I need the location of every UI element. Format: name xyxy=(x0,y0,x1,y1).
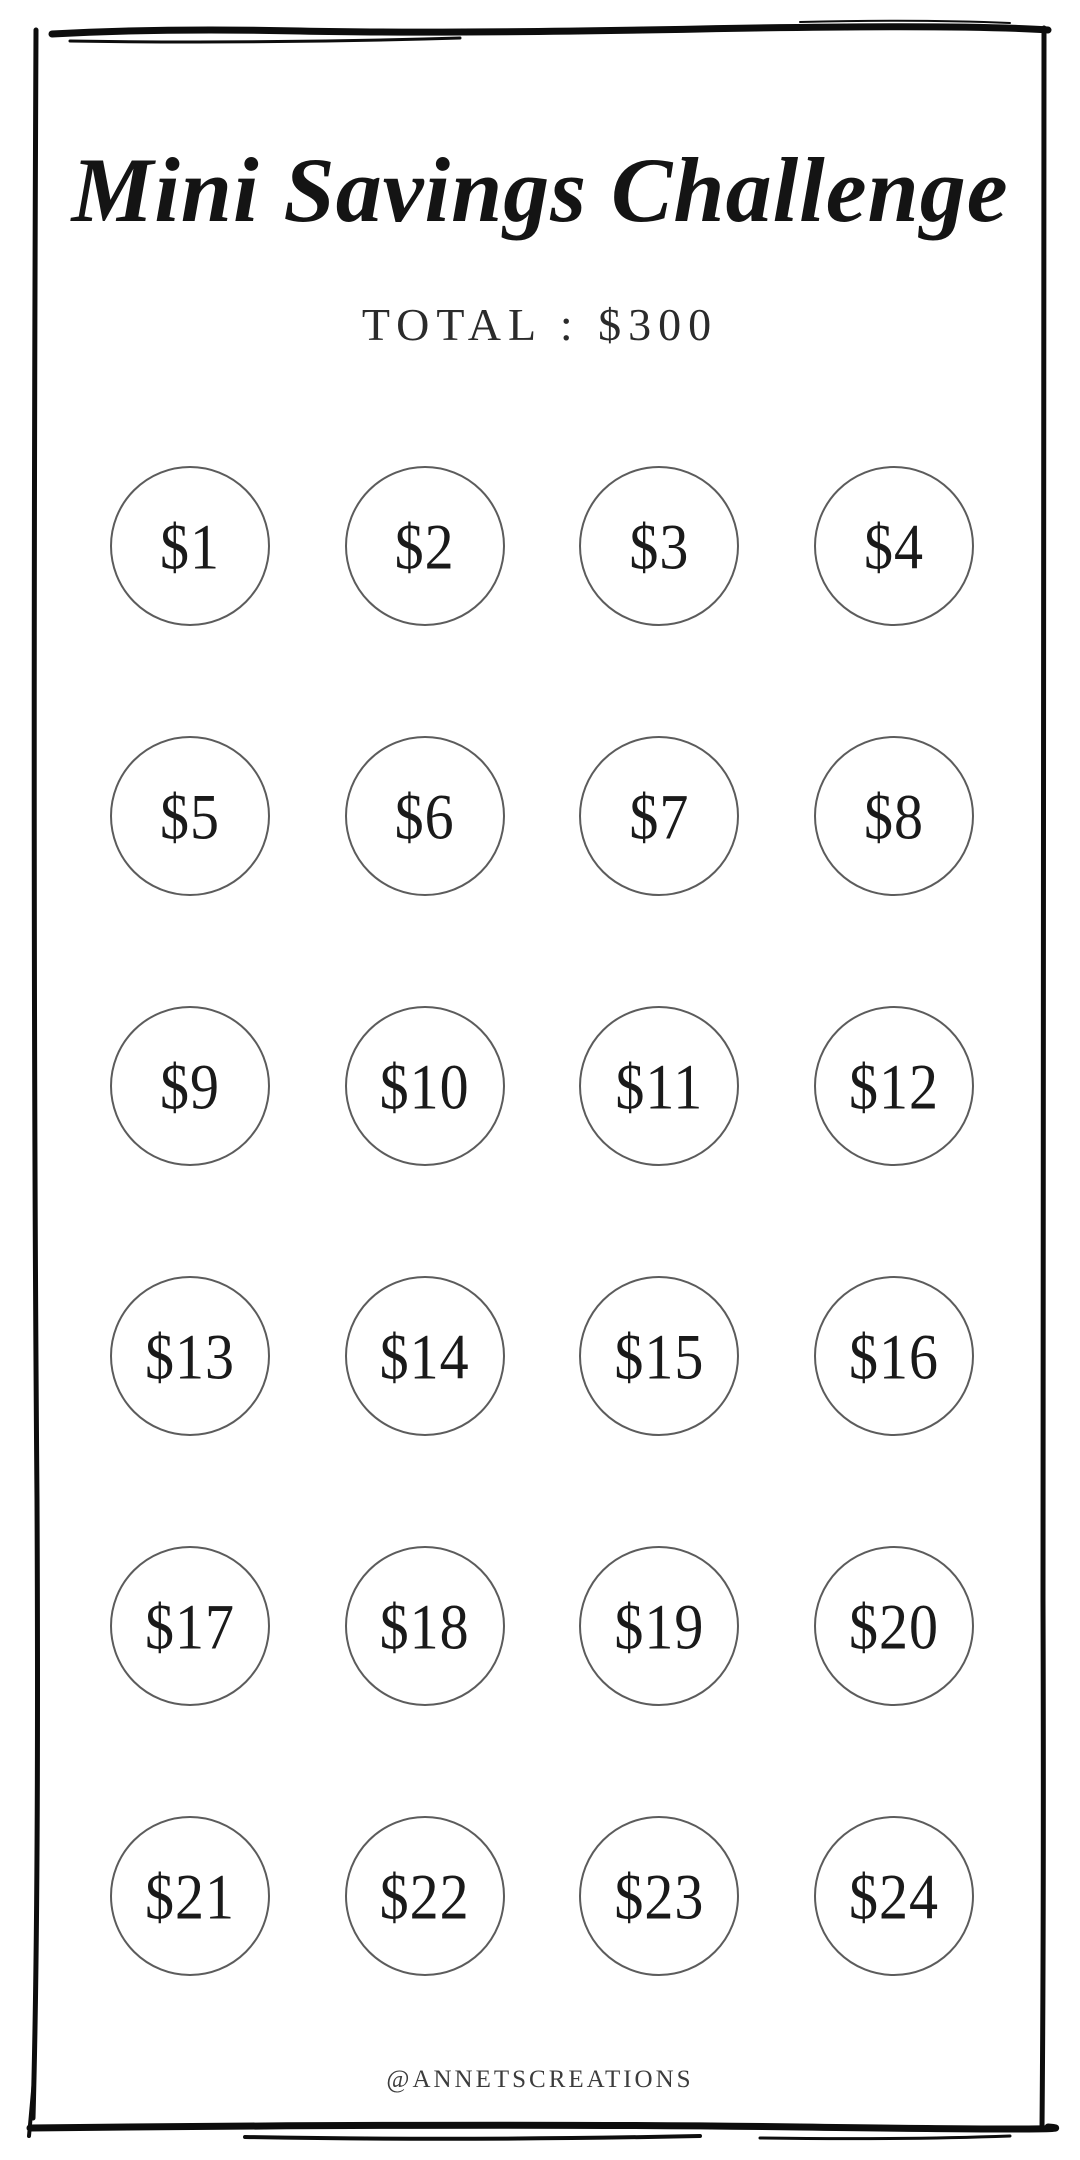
amount-circle[interactable] xyxy=(345,1006,505,1166)
total-label: TOTAL : $300 xyxy=(361,299,719,350)
amount-circle[interactable] xyxy=(579,466,739,626)
amount-label: $5 xyxy=(160,779,220,853)
amount-label: $12 xyxy=(848,1049,939,1123)
amount-circle[interactable] xyxy=(110,736,270,896)
amount-circle[interactable] xyxy=(579,1816,739,1976)
amount-label: $6 xyxy=(394,779,455,853)
amount-label: $21 xyxy=(145,1859,235,1933)
amount-label: $8 xyxy=(863,779,924,853)
amount-circle[interactable] xyxy=(345,1546,505,1706)
amount-circle[interactable] xyxy=(579,1006,739,1166)
amount-circle[interactable] xyxy=(814,736,974,896)
amount-circle[interactable] xyxy=(110,1006,270,1166)
amount-label: $4 xyxy=(863,509,924,583)
amount-label: $3 xyxy=(629,509,690,583)
amount-label: $2 xyxy=(394,509,455,583)
amount-circle[interactable] xyxy=(814,1276,974,1436)
amount-circle[interactable] xyxy=(345,736,505,896)
amount-label: $13 xyxy=(145,1319,235,1393)
amount-circle[interactable] xyxy=(814,466,974,626)
amount-circle[interactable] xyxy=(345,1276,505,1436)
footer-credit: @ANNETSCREATIONS xyxy=(386,2066,694,2093)
amount-circle[interactable] xyxy=(110,1816,270,1976)
amount-circle[interactable] xyxy=(579,1546,739,1706)
amount-label: $14 xyxy=(379,1319,470,1393)
amount-label: $19 xyxy=(614,1589,705,1663)
amount-label: $15 xyxy=(614,1319,705,1393)
amount-circle[interactable] xyxy=(814,1546,974,1706)
amount-circle[interactable] xyxy=(814,1816,974,1976)
amount-label: $7 xyxy=(629,779,690,853)
amount-label: $22 xyxy=(379,1859,470,1933)
amount-label: $20 xyxy=(848,1589,939,1663)
amount-circle[interactable] xyxy=(110,1276,270,1436)
amount-label: $17 xyxy=(145,1589,235,1663)
amount-label: $24 xyxy=(848,1859,939,1933)
amount-label: $18 xyxy=(379,1589,470,1663)
amount-circle[interactable] xyxy=(579,1276,739,1436)
amount-circle[interactable] xyxy=(579,736,739,896)
amount-label: $11 xyxy=(615,1049,704,1123)
page-title: Mini Savings Challenge xyxy=(71,139,1009,241)
amount-label: $1 xyxy=(160,509,220,583)
amount-label: $16 xyxy=(848,1319,939,1393)
amount-circle[interactable] xyxy=(345,466,505,626)
amount-circle[interactable] xyxy=(110,466,270,626)
amount-label: $23 xyxy=(614,1859,705,1933)
amount-circle[interactable] xyxy=(814,1006,974,1166)
amount-circle[interactable] xyxy=(345,1816,505,1976)
amount-circle[interactable] xyxy=(110,1546,270,1706)
amount-label: $10 xyxy=(379,1049,470,1123)
amount-label: $9 xyxy=(160,1049,220,1123)
savings-amount-grid xyxy=(110,466,974,1976)
